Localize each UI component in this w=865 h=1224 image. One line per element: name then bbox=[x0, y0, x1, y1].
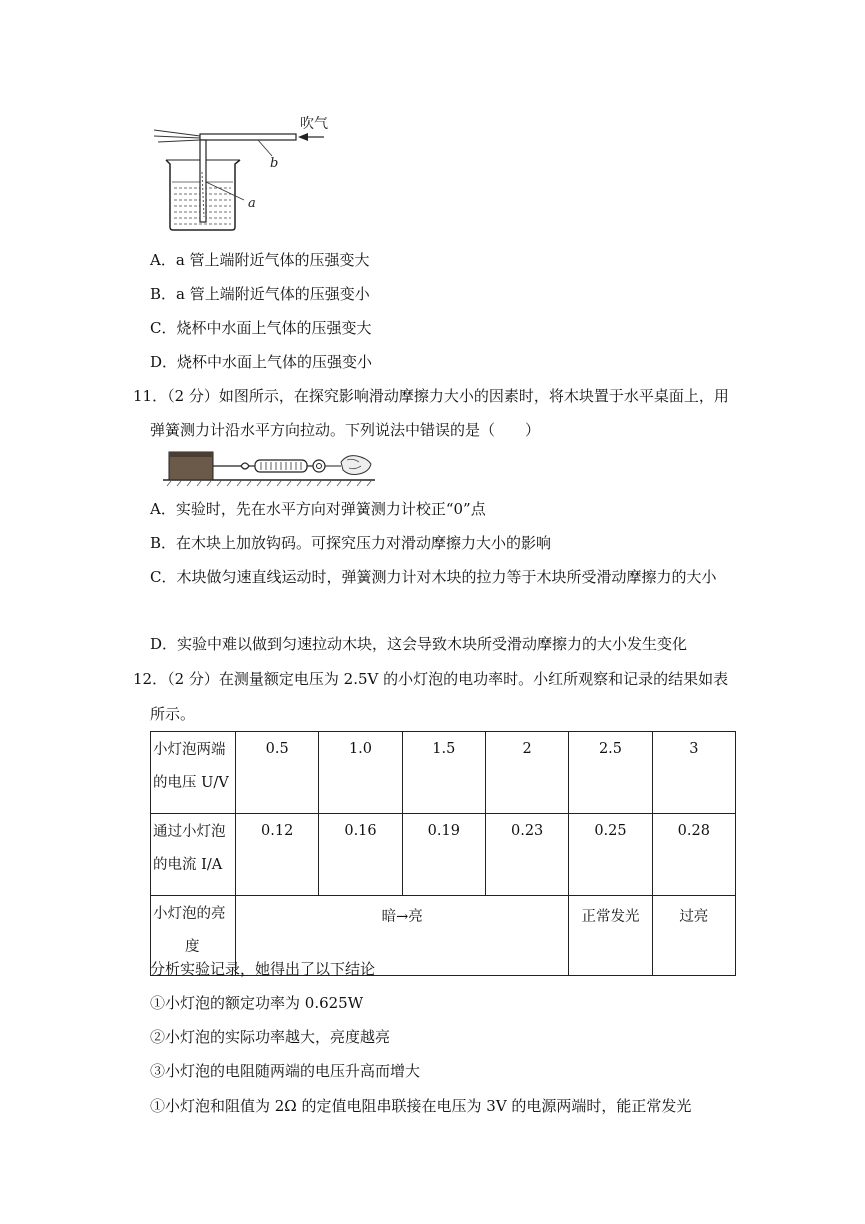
q12-conclusion-1: ①小灯泡的额定功率为 0.625W bbox=[150, 994, 364, 1012]
voltage-header: 小灯泡两端 的电压 U/V bbox=[151, 732, 236, 814]
q11-option-c: C．木块做匀速直线运动时，弹簧测力计对木块的拉力等于木块所受滑动摩擦力的大小 bbox=[150, 568, 717, 586]
q12-conclusion-3: ③小灯泡的电阻随两端的电压升高而增大 bbox=[150, 1062, 421, 1080]
voltage-cell: 2 bbox=[485, 732, 568, 814]
q11-option-d: D．实验中难以做到匀速拉动木块，这会导致木块所受滑动摩擦力的大小发生变化 bbox=[150, 635, 688, 653]
voltage-cell: 2.5 bbox=[569, 732, 652, 814]
q10-option-b: B．a 管上端附近气体的压强变小 bbox=[150, 285, 370, 303]
brightness-cell: 过亮 bbox=[652, 896, 735, 976]
label-b: b bbox=[270, 156, 279, 171]
current-cell: 0.19 bbox=[402, 814, 485, 896]
q10-option-d: D．烧杯中水面上气体的压强变小 bbox=[150, 353, 373, 371]
table-row-voltage bbox=[151, 732, 736, 814]
q11-stem-line2: 弹簧测力计沿水平方向拉动。下列说法中错误的是（ ） bbox=[150, 421, 541, 439]
beaker-tube-figure bbox=[148, 112, 348, 242]
measurement-table bbox=[150, 731, 736, 976]
voltage-cell: 3 bbox=[652, 732, 735, 814]
voltage-cell: 0.5 bbox=[236, 732, 319, 814]
current-cell: 0.23 bbox=[485, 814, 568, 896]
current-header: 通过小灯泡 的电流 I/A bbox=[151, 814, 236, 896]
q11-option-b: B．在木块上加放钩码。可探究压力对滑动摩擦力大小的影响 bbox=[150, 534, 552, 552]
spring-scale-figure bbox=[163, 448, 383, 488]
current-cell: 0.25 bbox=[569, 814, 652, 896]
brightness-cell: 正常发光 bbox=[569, 896, 652, 976]
label-blow: 吹气 bbox=[300, 116, 328, 132]
table-row-current bbox=[151, 814, 736, 896]
voltage-cell: 1.5 bbox=[402, 732, 485, 814]
q12-stem-line2: 所示。 bbox=[150, 705, 196, 723]
brightness-header: 小灯泡的亮 度 bbox=[151, 896, 236, 976]
q11-stem-line1: 11．（2 分）如图所示，在探究影响滑动摩擦力大小的因素时，将木块置于水平桌面上，用 bbox=[133, 387, 729, 405]
q12-conclusion-2: ②小灯泡的实际功率越大，亮度越亮 bbox=[150, 1028, 391, 1046]
current-cell: 0.28 bbox=[652, 814, 735, 896]
q10-option-c: C．烧杯中水面上气体的压强变大 bbox=[150, 319, 372, 337]
voltage-cell: 1.0 bbox=[319, 732, 402, 814]
current-cell: 0.12 bbox=[236, 814, 319, 896]
q12-analysis: 分析实验记录，她得出了以下结论 bbox=[150, 960, 376, 978]
q10-option-a: A．a 管上端附近气体的压强变大 bbox=[150, 251, 370, 269]
current-cell: 0.16 bbox=[319, 814, 402, 896]
q12-conclusion-4: ①小灯泡和阻值为 2Ω 的定值电阻串联接在电压为 3V 的电源两端时，能正常发光 bbox=[150, 1097, 692, 1115]
q12-stem-line1: 12．（2 分）在测量额定电压为 2.5V 的小灯泡的电功率时。小红所观察和记录的结果如表 bbox=[133, 670, 729, 688]
q11-option-a: A．实验时，先在水平方向对弹簧测力计校正“0”点 bbox=[150, 500, 486, 518]
label-a: a bbox=[248, 196, 256, 211]
brightness-cell: 暗→亮 bbox=[236, 896, 569, 976]
